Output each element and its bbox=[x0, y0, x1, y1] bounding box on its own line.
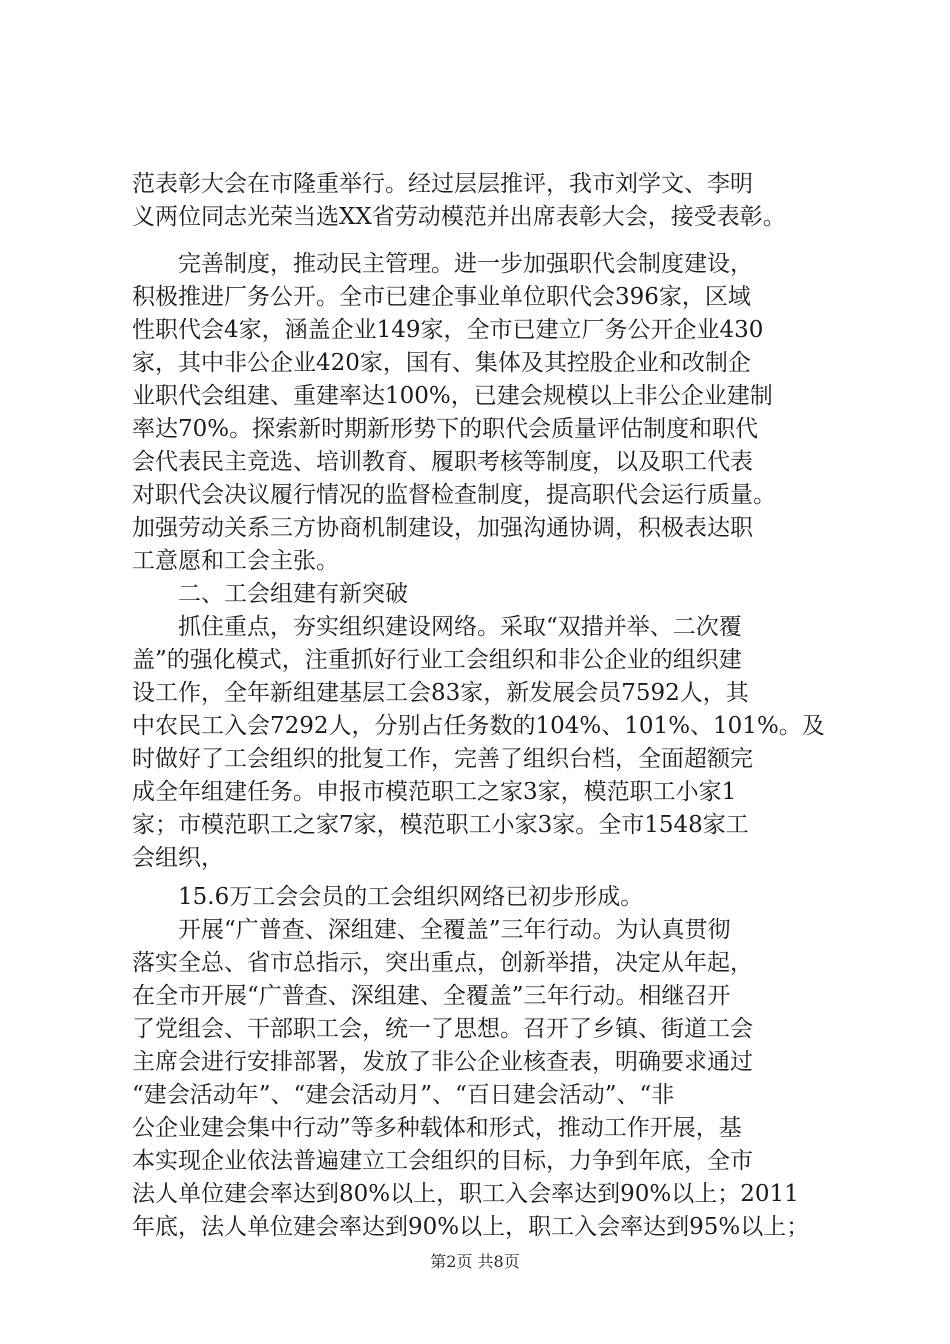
text-line: 在全市开展“广普查、深组建、全覆盖”三年行动。相继召开 bbox=[132, 983, 731, 1009]
text-line: 盖”的强化模式，注重抓好行业工会组织和非公企业的组织建 bbox=[132, 647, 742, 673]
text-line: 设工作，全年新组建基层工会83家，新发展会员7592人，其 bbox=[132, 680, 749, 706]
page-footer: 第2页 共8页 bbox=[430, 1252, 520, 1271]
text-line: 时做好了工会组织的批复工作，完善了组织台档，全面超额完 bbox=[132, 746, 753, 772]
text-line: 工意愿和工会主张。 bbox=[132, 548, 339, 574]
text-line: 本实现企业依法普遍建立工会组织的目标，力争到年底，全市 bbox=[132, 1148, 753, 1174]
text-line: 年底，法人单位建会率达到90%以上，职工入会率达到95%以上； bbox=[132, 1214, 810, 1240]
text-line: 15.6万工会会员的工会组织网络已初步形成。 bbox=[132, 884, 644, 910]
text-line: 业职代会组建、重建率达100%，已建会规模以上非公企业建制 bbox=[132, 383, 773, 409]
text-line: 法人单位建会率达到80%以上，职工入会率达到90%以上；2011 bbox=[132, 1181, 799, 1207]
text-line: 完善制度，推动民主管理。进一步加强职代会制度建设， bbox=[132, 251, 753, 277]
text-line: 率达70%。探索新时期新形势下的职代会质量评估制度和职代 bbox=[132, 416, 759, 442]
text-line: 中农民工入会7292人，分别占任务数的104%、101%、101%。及 bbox=[132, 713, 825, 739]
text-line: 会代表民主竞选、培训教育、履职考核等制度，以及职工代表 bbox=[132, 449, 753, 475]
text-line: 会组织， bbox=[132, 845, 224, 871]
text-line: 成全年组建任务。申报市模范职工之家3家，模范职工小家1 bbox=[132, 779, 737, 805]
text-line: 家，其中非公企业420家，国有、集体及其控股企业和改制企 bbox=[132, 350, 751, 376]
text-line: 加强劳动关系三方协商机制建设，加强沟通协调，积极表达职 bbox=[132, 515, 753, 541]
text-line: 公企业建会集中行动”等多种载体和形式，推动工作开展，基 bbox=[132, 1115, 742, 1141]
text-line: 主席会进行安排部署，发放了非公企业核查表，明确要求通过 bbox=[132, 1049, 753, 1075]
text-line: 性职代会4家，涵盖企业149家，全市已建立厂务公开企业430 bbox=[132, 317, 764, 343]
text-line: 义两位同志光荣当选XX省劳动模范并出席表彰大会，接受表彰。 bbox=[132, 204, 786, 230]
text-line: 了党组会、干部职工会，统一了思想。召开了乡镇、街道工会 bbox=[132, 1016, 753, 1042]
text-line: 开展“广普查、深组建、全覆盖”三年行动。为认真贯彻 bbox=[132, 917, 731, 943]
text-line: 对职代会决议履行情况的监督检查制度，提高职代会运行质量。 bbox=[132, 482, 776, 508]
text-line: 抓住重点，夯实组织建设网络。采取“双措并举、二次覆 bbox=[132, 614, 742, 640]
text-line: 家；市模范职工之家7家，模范职工小家3家。全市1548家工 bbox=[132, 812, 749, 838]
text-line: 范表彰大会在市隆重举行。经过层层推评，我市刘学文、李明 bbox=[132, 171, 753, 197]
text-line: 积极推进厂务公开。全市已建企事业单位职代会396家，区域 bbox=[132, 284, 751, 310]
text-line: “建会活动年”、“建会活动月”、“百日建会活动”、“非 bbox=[132, 1082, 675, 1108]
text-line: 落实全总、省市总指示，突出重点，创新举措，决定从年起， bbox=[132, 950, 753, 976]
section-heading: 二、工会组建有新突破 bbox=[132, 581, 408, 607]
